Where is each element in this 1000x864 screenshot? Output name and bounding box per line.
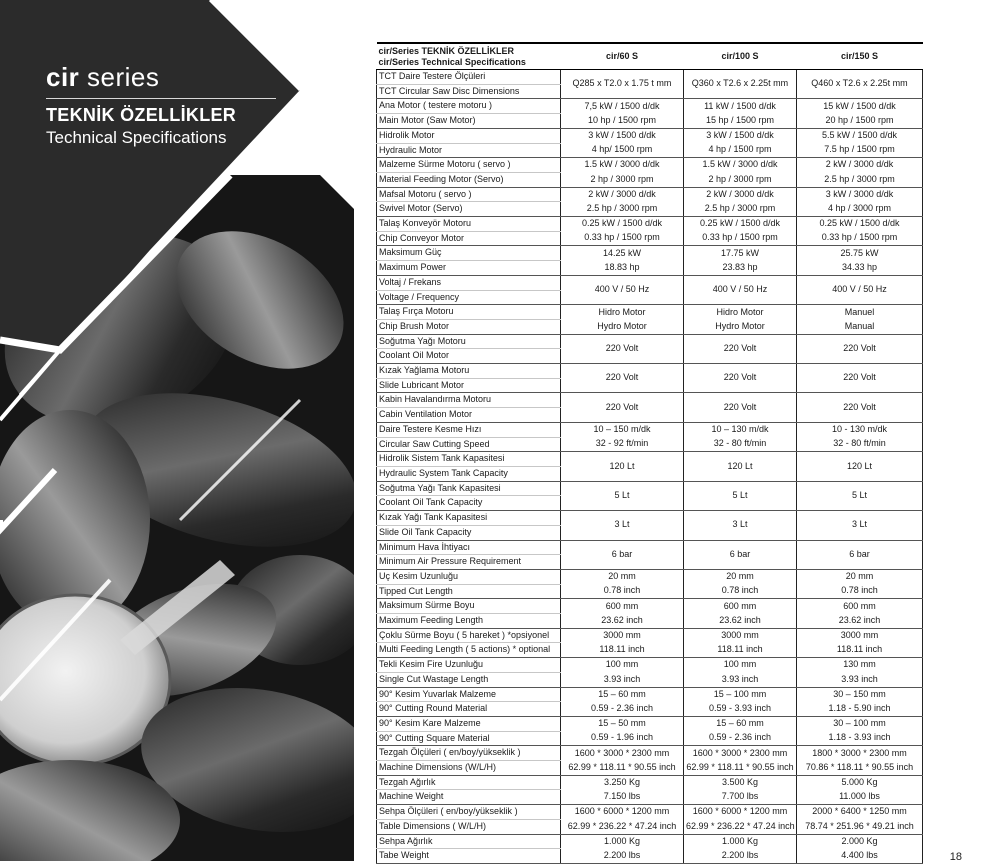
spec-value-model-2-imperial: 2.200 lbs bbox=[684, 849, 797, 864]
spec-value-model-2: 3 Lt bbox=[684, 511, 797, 540]
spec-label-tr: Hidrolik Sistem Tank Kapasitesi bbox=[377, 452, 561, 467]
spec-value-model-1-imperial: 2.5 hp / 3000 rpm bbox=[561, 202, 684, 217]
table-row bbox=[377, 393, 923, 408]
table-row bbox=[377, 702, 923, 717]
spec-value-model-3-metric: 10 - 130 m/dk bbox=[797, 422, 923, 437]
spec-label-tr: 90° Kesim Kare Malzeme bbox=[377, 716, 561, 731]
spec-value-model-1-imperial: 3.93 inch bbox=[561, 672, 684, 687]
table-row bbox=[377, 99, 923, 114]
spec-label-tr: Soğutma Yağı Motoru bbox=[377, 334, 561, 349]
spec-value-model-3-imperial: Manual bbox=[797, 319, 923, 334]
table-row bbox=[377, 172, 923, 187]
table-row bbox=[377, 599, 923, 614]
spec-label-en: Machine Dimensions (W/L/H) bbox=[377, 761, 561, 776]
table-row bbox=[377, 305, 923, 320]
spec-value-model-3: 220 Volt bbox=[797, 364, 923, 393]
spec-label-en: Hydraulic System Tank Capacity bbox=[377, 466, 561, 481]
spec-value-model-1-metric: 1.5 kW / 3000 d/dk bbox=[561, 158, 684, 173]
table-row bbox=[377, 452, 923, 467]
spec-value-model-3-metric: 600 mm bbox=[797, 599, 923, 614]
spec-label-en: Slide Oil Tank Capacity bbox=[377, 525, 561, 540]
spec-label-tr: Sehpa Ağırlık bbox=[377, 834, 561, 849]
spec-label-tr: Malzeme Sürme Motoru ( servo ) bbox=[377, 158, 561, 173]
table-row bbox=[377, 731, 923, 746]
spec-value-model-3-imperial: 4 hp / 3000 rpm bbox=[797, 202, 923, 217]
spec-value-model-1-metric: 7,5 kW / 1500 d/dk bbox=[561, 99, 684, 114]
table-row bbox=[377, 364, 923, 379]
spec-value-model-1-metric: 3000 mm bbox=[561, 628, 684, 643]
spec-value-model-2-metric: 1.000 Kg bbox=[684, 834, 797, 849]
spec-value-model-3-imperial: 23.62 inch bbox=[797, 614, 923, 629]
spec-value-model-3: 6 bar bbox=[797, 540, 923, 569]
table-row bbox=[377, 481, 923, 496]
spec-value-model-2-imperial: 7.700 lbs bbox=[684, 790, 797, 805]
page-number: 18 bbox=[949, 851, 962, 863]
spec-value-model-3-metric: 0.25 kW / 1500 d/dk bbox=[797, 217, 923, 232]
spec-label-tr: Minimum Hava İhtiyacı bbox=[377, 540, 561, 555]
spec-value-model-2: 400 V / 50 Hz bbox=[684, 275, 797, 304]
spec-value-model-3-imperial: 2.5 hp / 3000 rpm bbox=[797, 172, 923, 187]
spec-label-en: Table Dimensions ( W/L/H) bbox=[377, 819, 561, 834]
spec-value-model-1-metric: 10 – 150 m/dk bbox=[561, 422, 684, 437]
table-row bbox=[377, 716, 923, 731]
spec-value-model-2-imperial: 2.5 hp / 3000 rpm bbox=[684, 202, 797, 217]
spec-label-tr: Talaş Konveyör Motoru bbox=[377, 217, 561, 232]
spec-label-tr: Tekli Kesim Fire Uzunluğu bbox=[377, 658, 561, 673]
spec-value-model-2-imperial: 23.62 inch bbox=[684, 614, 797, 629]
spec-label-en: Maximum Feeding Length bbox=[377, 614, 561, 629]
spec-label-tr: Sehpa Ölçüleri ( en/boy/yükseklik ) bbox=[377, 805, 561, 820]
spec-label-tr: Kabin Havalandırma Motoru bbox=[377, 393, 561, 408]
spec-label-en: TCT Circular Saw Disc Dimensions bbox=[377, 84, 561, 99]
header-label-tr: cir/Series TEKNİK ÖZELLİKLER bbox=[378, 46, 515, 56]
spec-value-model-2-metric: 3 kW / 1500 d/dk bbox=[684, 128, 797, 143]
spec-value-model-3-metric: 2.000 Kg bbox=[797, 834, 923, 849]
spec-value-model-1: 3 Lt bbox=[561, 511, 684, 540]
title-rule bbox=[46, 98, 276, 99]
title-english: Technical Specifications bbox=[46, 128, 227, 147]
spec-value-model-3-metric: 2000 * 6400 * 1250 mm bbox=[797, 805, 923, 820]
spec-label-tr: 90° Kesim Yuvarlak Malzeme bbox=[377, 687, 561, 702]
spec-value-model-1-metric: 3.250 Kg bbox=[561, 775, 684, 790]
spec-value-model-3-metric: 2 kW / 3000 d/dk bbox=[797, 158, 923, 173]
spec-label-tr: Çoklu Sürme Boyu ( 5 hareket ) *opsiyonel bbox=[377, 628, 561, 643]
spec-label-tr: Kızak Yağı Tank Kapasitesi bbox=[377, 511, 561, 526]
spec-value-model-3-imperial: 32 - 80 ft/min bbox=[797, 437, 923, 452]
spec-value-model-3-metric: 25.75 kW bbox=[797, 246, 923, 261]
spec-value-model-2-metric: 15 – 100 mm bbox=[684, 687, 797, 702]
spec-value-model-3: 220 Volt bbox=[797, 393, 923, 422]
spec-label-en: Minimum Air Pressure Requirement bbox=[377, 555, 561, 570]
table-row bbox=[377, 261, 923, 276]
spec-value-model-2-imperial: 23.83 hp bbox=[684, 261, 797, 276]
spec-value-model-1: 220 Volt bbox=[561, 364, 684, 393]
table-row bbox=[377, 540, 923, 555]
spec-value-model-3-imperial: 7.5 hp / 1500 rpm bbox=[797, 143, 923, 158]
spec-value-model-2-metric: 17.75 kW bbox=[684, 246, 797, 261]
table-row bbox=[377, 114, 923, 129]
spec-value-model-3-metric: Manuel bbox=[797, 305, 923, 320]
spec-value-model-2-metric: 1600 * 3000 * 2300 mm bbox=[684, 746, 797, 761]
spec-value-model-3-metric: 30 – 100 mm bbox=[797, 716, 923, 731]
spec-value-model-2-metric: 10 – 130 m/dk bbox=[684, 422, 797, 437]
spec-value-model-2-imperial: 32 - 80 ft/min bbox=[684, 437, 797, 452]
spec-value-model-3-imperial: 1.18 - 3.93 inch bbox=[797, 731, 923, 746]
spec-label-tr: Voltaj / Frekans bbox=[377, 275, 561, 290]
spec-label-tr: Tezgah Ağırlık bbox=[377, 775, 561, 790]
spec-label-tr: Uç Kesim Uzunluğu bbox=[377, 569, 561, 584]
table-row bbox=[377, 275, 923, 290]
spec-value-model-3-imperial: 118.11 inch bbox=[797, 643, 923, 658]
spec-label-en: Maximum Power bbox=[377, 261, 561, 276]
spec-label-en: Single Cut Wastage Length bbox=[377, 672, 561, 687]
table-row bbox=[377, 687, 923, 702]
spec-value-model-3-metric: 30 – 150 mm bbox=[797, 687, 923, 702]
spec-value-model-3-metric: 1800 * 3000 * 2300 mm bbox=[797, 746, 923, 761]
table-row bbox=[377, 569, 923, 584]
spec-label-tr: Soğutma Yağı Tank Kapasitesi bbox=[377, 481, 561, 496]
spec-value-model-3-imperial: 34.33 hp bbox=[797, 261, 923, 276]
spec-label-tr: Daire Testere Kesme Hızı bbox=[377, 422, 561, 437]
title-turkish: TEKNİK ÖZELLİKLER bbox=[46, 105, 237, 125]
spec-value-model-1: 220 Volt bbox=[561, 393, 684, 422]
spec-value-model-1-imperial: 62.99 * 118.11 * 90.55 inch bbox=[561, 761, 684, 776]
series-title-bold: cir bbox=[46, 62, 80, 92]
spec-value-model-2-imperial: 0.78 inch bbox=[684, 584, 797, 599]
left-decor-panel bbox=[0, 0, 370, 861]
table-row bbox=[377, 231, 923, 246]
spec-value-model-1-imperial: 0.33 hp / 1500 rpm bbox=[561, 231, 684, 246]
spec-value-model-3-metric: 5.5 kW / 1500 d/dk bbox=[797, 128, 923, 143]
spec-value-model-1: 400 V / 50 Hz bbox=[561, 275, 684, 304]
spec-value-model-1-imperial: 0.59 - 2.36 inch bbox=[561, 702, 684, 717]
spec-value-model-1-imperial: Hydro Motor bbox=[561, 319, 684, 334]
spec-label-en: Coolant Oil Motor bbox=[377, 349, 561, 364]
spec-label-en: Main Motor (Saw Motor) bbox=[377, 114, 561, 129]
spec-value-model-3-imperial: 0.78 inch bbox=[797, 584, 923, 599]
spec-label-tr: Mafsal Motoru ( servo ) bbox=[377, 187, 561, 202]
spec-label-en: Voltage / Frequency bbox=[377, 290, 561, 305]
table-row bbox=[377, 584, 923, 599]
table-row bbox=[377, 187, 923, 202]
spec-value-model-1-metric: 20 mm bbox=[561, 569, 684, 584]
spec-value-model-2: 220 Volt bbox=[684, 364, 797, 393]
spec-label-tr: TCT Daire Testere Ölçüleri bbox=[377, 70, 561, 85]
spec-value-model-2-metric: 3.500 Kg bbox=[684, 775, 797, 790]
spec-value-model-3-imperial: 3.93 inch bbox=[797, 672, 923, 687]
table-body bbox=[377, 70, 923, 864]
table-row bbox=[377, 790, 923, 805]
spec-value-model-2-imperial: 4 hp / 1500 rpm bbox=[684, 143, 797, 158]
table-row bbox=[377, 746, 923, 761]
table-row bbox=[377, 422, 923, 437]
spec-label-en: Chip Conveyor Motor bbox=[377, 231, 561, 246]
spec-value-model-1-metric: 1600 * 6000 * 1200 mm bbox=[561, 805, 684, 820]
header-label-cell bbox=[377, 43, 561, 70]
table-row bbox=[377, 334, 923, 349]
spec-value-model-1-metric: 1.000 Kg bbox=[561, 834, 684, 849]
spec-value-model-2-imperial: 2 hp / 3000 rpm bbox=[684, 172, 797, 187]
spec-value-model-3-imperial: 1.18 - 5.90 inch bbox=[797, 702, 923, 717]
table-row bbox=[377, 761, 923, 776]
table-row bbox=[377, 70, 923, 85]
table-row bbox=[377, 628, 923, 643]
spec-value-model-1-metric: 15 – 50 mm bbox=[561, 716, 684, 731]
spec-value-model-1-imperial: 7.150 lbs bbox=[561, 790, 684, 805]
spec-value-model-1-metric: 1600 * 3000 * 2300 mm bbox=[561, 746, 684, 761]
spec-value-model-2: 6 bar bbox=[684, 540, 797, 569]
spec-value-model-1-imperial: 2 hp / 3000 rpm bbox=[561, 172, 684, 187]
spec-value-model-2-imperial: 62.99 * 236.22 * 47.24 inch bbox=[684, 819, 797, 834]
spec-value-model-1-metric: 14.25 kW bbox=[561, 246, 684, 261]
spec-value-model-1-imperial: 62.99 * 236.22 * 47.24 inch bbox=[561, 819, 684, 834]
table-row bbox=[377, 819, 923, 834]
spec-value-model-1-imperial: 0.78 inch bbox=[561, 584, 684, 599]
spec-value-model-3-imperial: 11.000 lbs bbox=[797, 790, 923, 805]
spec-value-model-2-imperial: 15 hp / 1500 rpm bbox=[684, 114, 797, 129]
spec-value-model-2: 220 Volt bbox=[684, 393, 797, 422]
spec-label-en: 90° Cutting Square Material bbox=[377, 731, 561, 746]
series-title bbox=[46, 62, 276, 93]
spec-value-model-3-metric: 15 kW / 1500 d/dk bbox=[797, 99, 923, 114]
spec-value-model-3: 220 Volt bbox=[797, 334, 923, 363]
spec-value-model-2: 220 Volt bbox=[684, 334, 797, 363]
spec-value-model-3-imperial: 20 hp / 1500 rpm bbox=[797, 114, 923, 129]
spec-value-model-2-metric: 3000 mm bbox=[684, 628, 797, 643]
spec-value-model-2-metric: 20 mm bbox=[684, 569, 797, 584]
spec-value-model-3-imperial: 4.400 lbs bbox=[797, 849, 923, 864]
spec-value-model-2-imperial: Hydro Motor bbox=[684, 319, 797, 334]
spec-value-model-3: 5 Lt bbox=[797, 481, 923, 510]
header-model-1: cir/60 S bbox=[561, 43, 684, 70]
table-row bbox=[377, 805, 923, 820]
table-row bbox=[377, 775, 923, 790]
spec-label-en: Material Feeding Motor (Servo) bbox=[377, 172, 561, 187]
spec-value-model-2-imperial: 0.59 - 3.93 inch bbox=[684, 702, 797, 717]
spec-value-model-2-metric: Hidro Motor bbox=[684, 305, 797, 320]
spec-value-model-1-imperial: 23.62 inch bbox=[561, 614, 684, 629]
spec-value-model-2-metric: 1.5 kW / 3000 d/dk bbox=[684, 158, 797, 173]
spec-value-model-3-metric: 3000 mm bbox=[797, 628, 923, 643]
spec-label-en: Cabin Ventilation Motor bbox=[377, 408, 561, 423]
table-header-row bbox=[377, 43, 923, 70]
spec-label-en: Circular Saw Cutting Speed bbox=[377, 437, 561, 452]
spec-value-model-3-imperial: 0.33 hp / 1500 rpm bbox=[797, 231, 923, 246]
spec-value-model-3-imperial: 70.86 * 118.11 * 90.55 inch bbox=[797, 761, 923, 776]
spec-value-model-2-metric: 100 mm bbox=[684, 658, 797, 673]
spec-value-model-2-imperial: 62.99 * 118.11 * 90.55 inch bbox=[684, 761, 797, 776]
spec-value-model-1-imperial: 118.11 inch bbox=[561, 643, 684, 658]
table-row bbox=[377, 834, 923, 849]
brand-block bbox=[46, 62, 276, 148]
spec-label-tr: Talaş Fırça Motoru bbox=[377, 305, 561, 320]
spec-value-model-1: 6 bar bbox=[561, 540, 684, 569]
header-model-2: cir/100 S bbox=[684, 43, 797, 70]
spec-value-model-2-metric: 15 – 60 mm bbox=[684, 716, 797, 731]
spec-value-model-1-imperial: 18.83 hp bbox=[561, 261, 684, 276]
spec-value-model-1-imperial: 32 - 92 ft/min bbox=[561, 437, 684, 452]
spec-value-model-2-metric: 2 kW / 3000 d/dk bbox=[684, 187, 797, 202]
spec-value-model-1-metric: 2 kW / 3000 d/dk bbox=[561, 187, 684, 202]
spec-value-model-2-metric: 600 mm bbox=[684, 599, 797, 614]
table-row bbox=[377, 614, 923, 629]
spec-value-model-2-metric: 11 kW / 1500 d/dk bbox=[684, 99, 797, 114]
spec-value-model-1-imperial: 10 hp / 1500 rpm bbox=[561, 114, 684, 129]
spec-value-model-3-metric: 5.000 Kg bbox=[797, 775, 923, 790]
spec-value-model-1-metric: Hidro Motor bbox=[561, 305, 684, 320]
spec-value-model-3: 120 Lt bbox=[797, 452, 923, 481]
spec-label-tr: Hidrolik Motor bbox=[377, 128, 561, 143]
spec-label-en: Tabe Weight bbox=[377, 849, 561, 864]
spec-label-tr: Ana Motor ( testere motoru ) bbox=[377, 99, 561, 114]
spec-label-tr: Kızak Yağlama Motoru bbox=[377, 364, 561, 379]
table-row bbox=[377, 672, 923, 687]
spec-value-model-2-imperial: 0.59 - 2.36 inch bbox=[684, 731, 797, 746]
spec-label-tr: Tezgah Ölçüleri ( en/boy/yükseklik ) bbox=[377, 746, 561, 761]
spec-label-en: Tipped Cut Length bbox=[377, 584, 561, 599]
spec-label-tr: Maksimum Sürme Boyu bbox=[377, 599, 561, 614]
spec-value-model-2-metric: 0.25 kW / 1500 d/dk bbox=[684, 217, 797, 232]
table-row bbox=[377, 158, 923, 173]
table-row bbox=[377, 128, 923, 143]
spec-value-model-3-imperial: 78.74 * 251.96 * 49.21 inch bbox=[797, 819, 923, 834]
header-label-en: cir/Series Technical Specifications bbox=[378, 57, 526, 67]
spec-label-en: 90° Cutting Round Material bbox=[377, 702, 561, 717]
table-row bbox=[377, 202, 923, 217]
spec-label-en: Swivel Motor (Servo) bbox=[377, 202, 561, 217]
table-row bbox=[377, 658, 923, 673]
specifications-table bbox=[376, 42, 923, 864]
table-row bbox=[377, 437, 923, 452]
table-row bbox=[377, 643, 923, 658]
table-row bbox=[377, 217, 923, 232]
spec-value-model-3: 400 V / 50 Hz bbox=[797, 275, 923, 304]
spec-value-model-2: 5 Lt bbox=[684, 481, 797, 510]
spec-label-tr: Maksimum Güç bbox=[377, 246, 561, 261]
spec-value-model-2: 120 Lt bbox=[684, 452, 797, 481]
spec-value-model-2-metric: 1600 * 6000 * 1200 mm bbox=[684, 805, 797, 820]
spec-label-en: Hydraulic Motor bbox=[377, 143, 561, 158]
spec-value-model-1-metric: 600 mm bbox=[561, 599, 684, 614]
spec-label-en: Coolant Oil Tank Capacity bbox=[377, 496, 561, 511]
spec-value-model-1: 120 Lt bbox=[561, 452, 684, 481]
spec-value-model-1: Q285 x T2.0 x 1.75 t mm bbox=[561, 70, 684, 99]
spec-value-model-2-imperial: 0.33 hp / 1500 rpm bbox=[684, 231, 797, 246]
spec-value-model-3-metric: 3 kW / 3000 d/dk bbox=[797, 187, 923, 202]
spec-label-en: Slide Lubricant Motor bbox=[377, 378, 561, 393]
table-row bbox=[377, 143, 923, 158]
spec-value-model-1-metric: 0.25 kW / 1500 d/dk bbox=[561, 217, 684, 232]
spec-value-model-1-metric: 15 – 60 mm bbox=[561, 687, 684, 702]
table-row bbox=[377, 849, 923, 864]
table-row bbox=[377, 319, 923, 334]
table-row bbox=[377, 511, 923, 526]
series-title-rest: series bbox=[79, 62, 160, 92]
spec-value-model-2: Q360 x T2.6 x 2.25t mm bbox=[684, 70, 797, 99]
spec-value-model-1-imperial: 4 hp/ 1500 rpm bbox=[561, 143, 684, 158]
spec-value-model-3: 3 Lt bbox=[797, 511, 923, 540]
spec-value-model-1: 5 Lt bbox=[561, 481, 684, 510]
spec-value-model-1-imperial: 2.200 lbs bbox=[561, 849, 684, 864]
table-row bbox=[377, 246, 923, 261]
spec-value-model-1: 220 Volt bbox=[561, 334, 684, 363]
spec-value-model-2-imperial: 3.93 inch bbox=[684, 672, 797, 687]
spec-value-model-3-metric: 130 mm bbox=[797, 658, 923, 673]
spec-label-en: Multi Feeding Length ( 5 actions) * optional bbox=[377, 643, 561, 658]
spec-label-en: Machine Weight bbox=[377, 790, 561, 805]
spec-label-en: Chip Brush Motor bbox=[377, 319, 561, 334]
header-model-3: cir/150 S bbox=[797, 43, 923, 70]
spec-value-model-2-imperial: 118.11 inch bbox=[684, 643, 797, 658]
spec-value-model-1-metric: 3 kW / 1500 d/dk bbox=[561, 128, 684, 143]
spec-value-model-3: Q460 x T2.6 x 2.25t mm bbox=[797, 70, 923, 99]
spec-value-model-1-metric: 100 mm bbox=[561, 658, 684, 673]
spec-value-model-1-imperial: 0.59 - 1.96 inch bbox=[561, 731, 684, 746]
spec-value-model-3-metric: 20 mm bbox=[797, 569, 923, 584]
